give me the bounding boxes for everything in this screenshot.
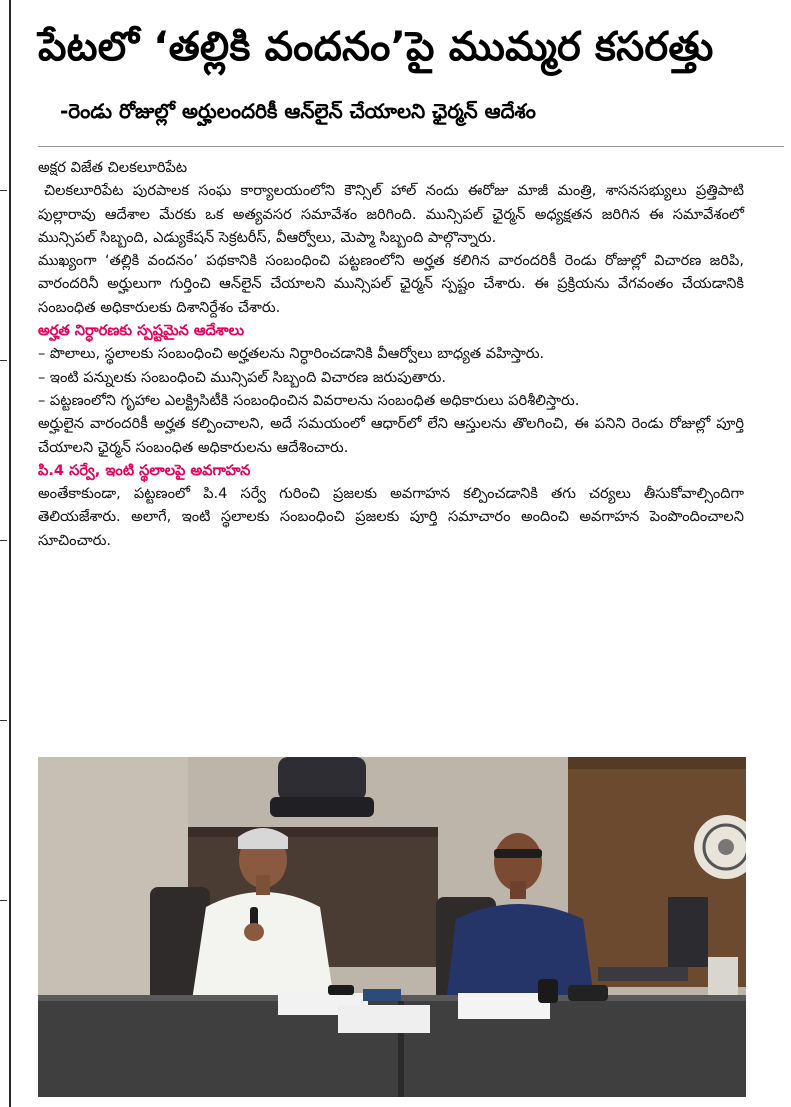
headline: పేటలో ‘తల్లికి వందనం’పై ముమ్మర కసరత్తు bbox=[38, 24, 714, 70]
paragraph: అర్హులైన వారందరికీ అర్హత కల్పించాలని, అదే సమయంలో ఆధార్‌లో లేని ఆస్తులను తొలగించి, ఈ పనిని రెండు రోజుల్లో పూర్తి చేయాలని ఛైర్మన్ సంబంధిత అధికారులను ఆదేశించారు. bbox=[38, 415, 744, 456]
article-body bbox=[38, 152, 744, 552]
section-heading: పి.4 సర్వే, ఇంటి స్థలాలపై అవగాహన bbox=[38, 461, 251, 479]
column-tick bbox=[0, 190, 7, 191]
list-item: – పట్టణంలోని గృహాల ఎలక్ట్రిసిటీకి సంబంధించిన వివరాలను సంబంధిత అధికారులు పరిశీలిస్తారు. bbox=[38, 391, 580, 409]
divider bbox=[38, 146, 784, 147]
dateline: అక్షర విజేత చిలకలూరిపేట bbox=[38, 159, 188, 176]
column-tick bbox=[0, 540, 7, 541]
bullet-list bbox=[38, 342, 744, 412]
section-heading: అర్హత నిర్ధారణకు స్పష్టమైన ఆదేశాలు bbox=[38, 322, 245, 340]
column-tick bbox=[0, 900, 7, 901]
paragraph: చిలకలూరిపేట పురపాలక సంఘ కార్యాలయంలోని కౌన్సిల్ హాల్ నందు ఈరోజు మాజీ మంత్రి, శాసనసభ్యులు ప్రత్తిపాటి పుల్లారావు ఆదేశాల మేరకు ఒక అత్యవసర సమావేశం జరిగింది. మున్సిపల్ ఛైర్మన్ అధ్యక్షతన జరిగిన ఈ సమావేశంలో మున్సిపల్ సిబ్బంది, ఎడ్యుకేషన్ సెక్రటరీస్, వీఆర్వోలు, మెప్మా సిబ్బంది పాల్గొన్నారు. bbox=[38, 182, 744, 246]
list-item: – పొలాలు, స్థలాలకు సంబంధించి అర్హతలను నిర్ధారించడానికి వీఆర్వోలు బాధ్యత వహిస్తారు. bbox=[38, 345, 545, 363]
column-rule bbox=[9, 0, 11, 1107]
column-tick bbox=[0, 360, 7, 361]
paragraph: అంతేకాకుండా, పట్టణంలో పి.4 సర్వే గురించి ప్రజలకు అవగాహన కల్పించడానికి తగు చర్యలు తీసుకోవాల్సిందిగా తెలియజేశారు. అలాగే, ఇంటి స్థలాలకు సంబంధించి ప్రజలకు పూర్తి సమాచారం అందించి అవగాహన పెంపొందించాలని సూచించారు. bbox=[38, 485, 744, 549]
list-item: – ఇంటి పన్నులకు సంబంధించి మున్సిపల్ సిబ్బంది విచారణ జరుపుతారు. bbox=[38, 368, 447, 386]
column-tick bbox=[0, 720, 7, 721]
paragraph: ముఖ్యంగా ‘తల్లికి వందనం’ పథకానికి సంబంధించి పట్టణంలోని అర్హత కలిగిన వారందరికీ రెండు రోజుల్లో విచారణ జరిపి, వారందరినీ అర్హులుగా గుర్తించి ఆన్‌లైన్ చేయాలని మున్సిపల్ ఛైర్మన్ స్పష్టం చేశారు. ఈ ప్రక్రియను వేగవంతం చేయడానికి సంబంధిత అధికారులకు దిశానిర్దేశం చేశారు. bbox=[38, 252, 744, 316]
meeting-photo bbox=[38, 757, 746, 1097]
subheadline: -రెండు రోజుల్లో అర్హులందరికీ ఆన్‌లైన్ చేయాలని ఛైర్మన్ ఆదేశం bbox=[60, 99, 536, 123]
